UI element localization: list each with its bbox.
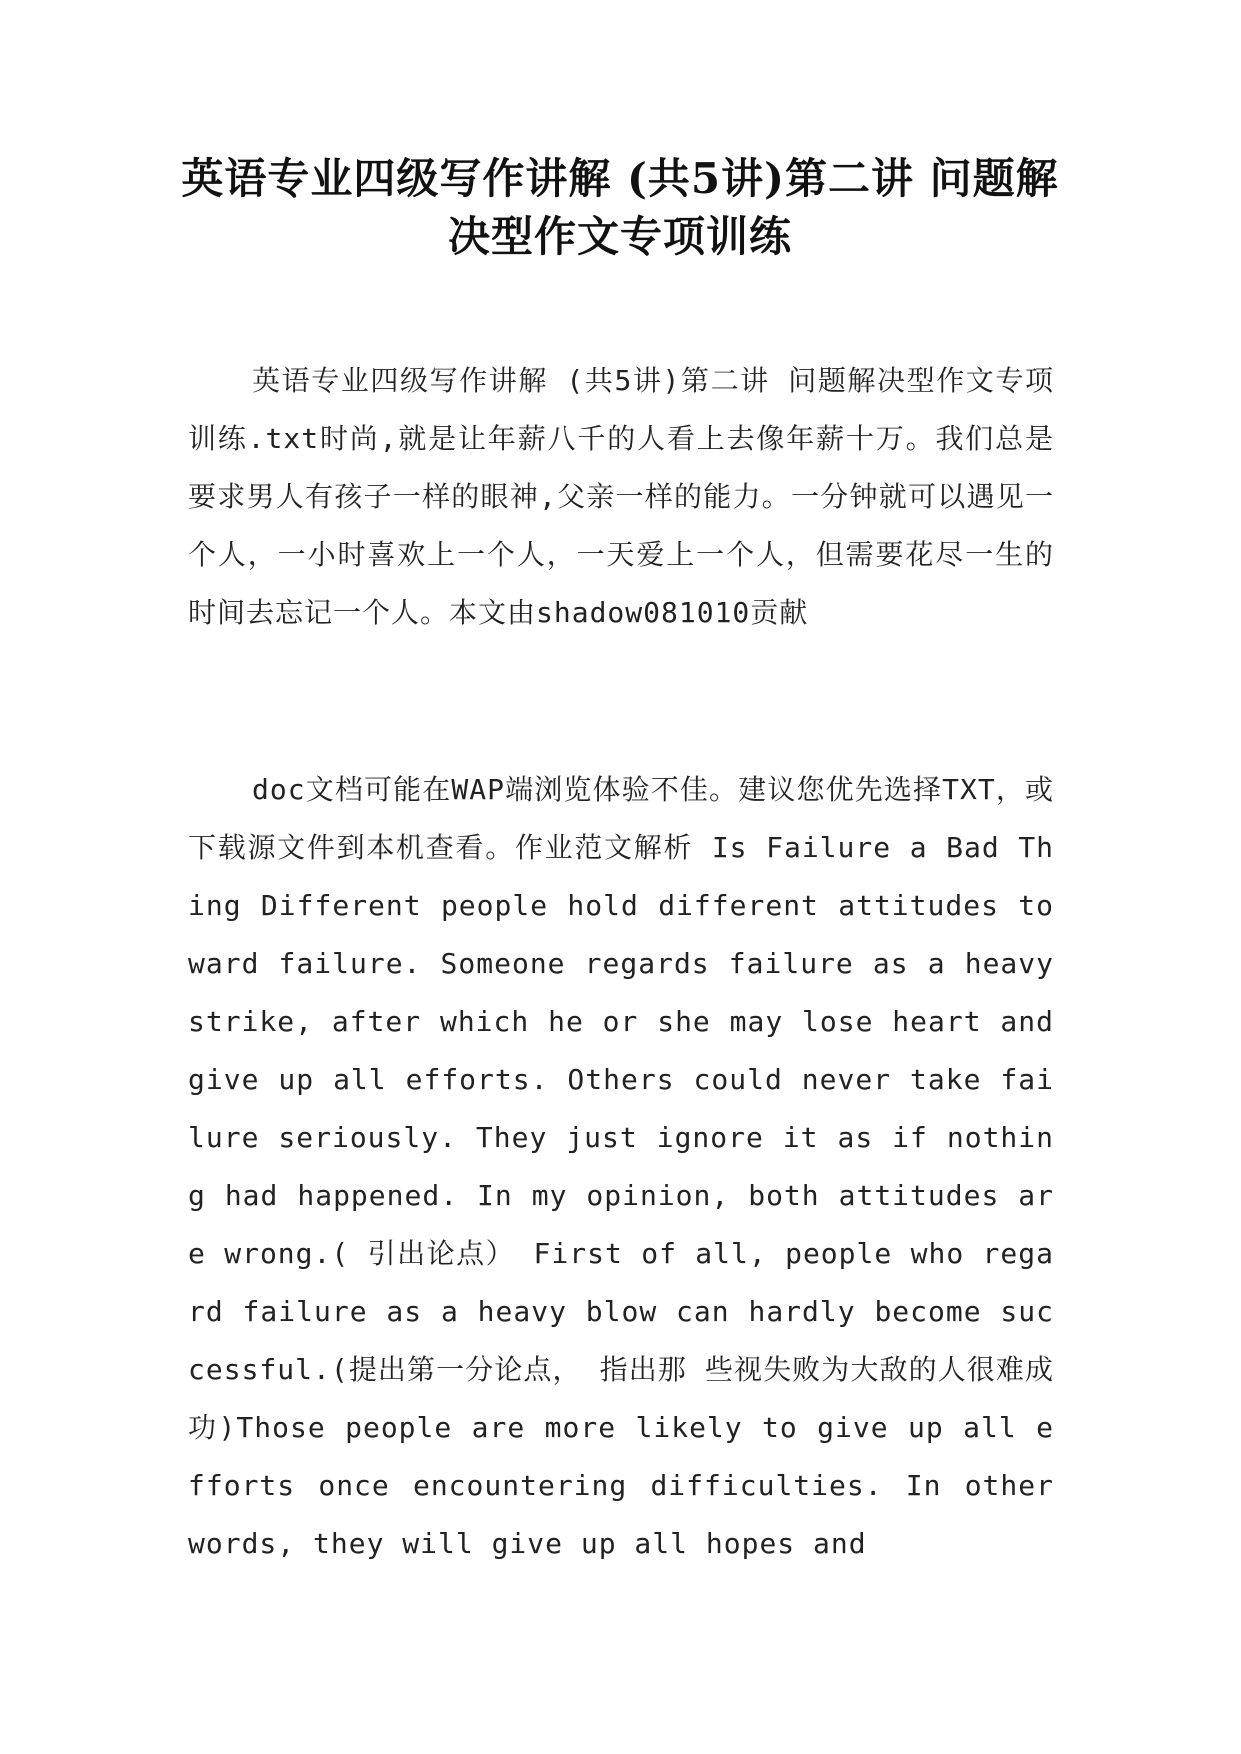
document-title: 英语专业四级写作讲解 (共5讲)第二讲 问题解决型作文专项训练: [181, 154, 1059, 261]
paragraph-intro: 英语专业四级写作讲解 (共5讲)第二讲 问题解决型作文专项训练.txt时尚,就是让年薪八千的人看上去像年薪十万。我们总是要求男人有孩子一样的眼神,父亲一样的能力。一分钟就可以遇见一个人，一小时喜欢上一个人，一天爱上一个人，但需要花尽一生的时间去忘记一个人。本文由shadow081010贡献: [188, 364, 1054, 629]
paragraph-sample-essay: doc文档可能在WAP端浏览体验不佳。建议您优先选择TXT，或下载源文件到本机查看。作业范文解析 Is Failure a Bad Thing Different people hold different attitudes toward failure. Someone regards failure as a heavy strike, after which he or she may lose heart and give up all efforts. Others could never take failure seriously. They just ignore it as if nothing had happened. In my opinion, both attitudes are wrong.( 引出论点） First of all, people who regard failure as a heavy blow can hardly become successful.(提出第一分论点， 指出那 些视失败为大敌的人很难成功)Those people are more likely to give up all efforts once encountering difficulties. In other words, they will give up all hopes and: [188, 773, 1054, 1560]
